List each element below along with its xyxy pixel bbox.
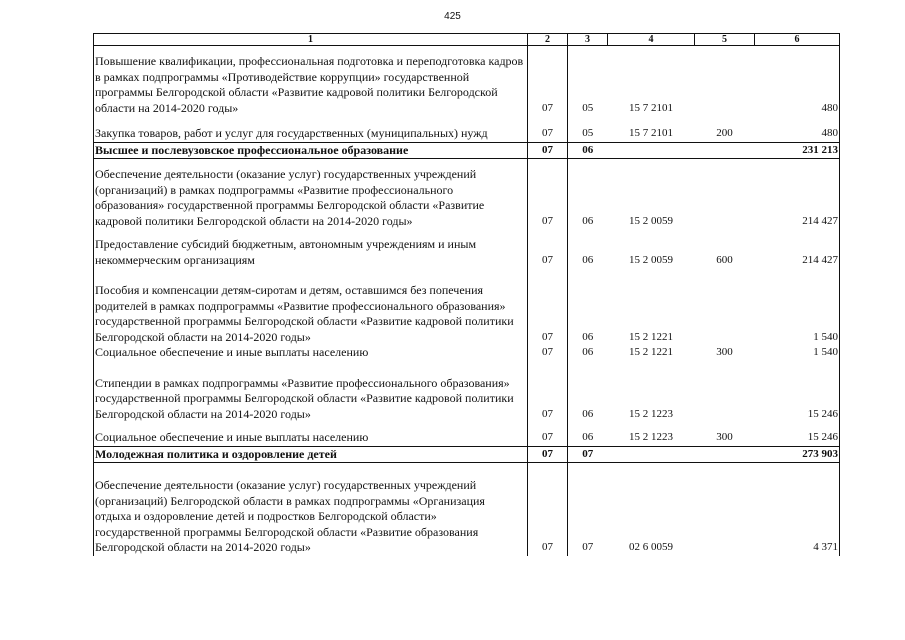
row-sum: 480 bbox=[755, 126, 840, 142]
row-name: Предоставление субсидий бюджетным, автономным учреждениям и иным некоммерческим организациям bbox=[94, 237, 528, 268]
row-sum: 15 246 bbox=[755, 430, 840, 446]
row-article-code: 02 6 0059 bbox=[629, 541, 673, 553]
header-col-5: 5 bbox=[695, 34, 755, 46]
row-article-code bbox=[608, 142, 695, 159]
row-spacer bbox=[94, 268, 840, 283]
row-spacer bbox=[94, 463, 840, 479]
table-row bbox=[94, 237, 840, 268]
row-name: Обеспечение деятельности (оказание услуг) государственных учреждений (организаций) в рамках подпрограммы «Развитие профессионального образования» государственной программы Белгородской области «Развитие кадровой политики Белгородской области на 2014-2020 годы» bbox=[94, 167, 528, 229]
row-article-code: 15 2 1223 bbox=[629, 407, 673, 420]
row-article-code: 15 7 2101 bbox=[629, 101, 673, 114]
header-col-1: 1 bbox=[94, 34, 528, 46]
row-subsection-code: 06 bbox=[568, 237, 608, 268]
row-subsection-code: 05 bbox=[568, 126, 608, 142]
row-spacer bbox=[94, 159, 840, 168]
row-name: Молодежная политика и оздоровление детей bbox=[94, 446, 528, 463]
row-article-code bbox=[608, 446, 695, 463]
row-sum: 4 371 bbox=[755, 478, 840, 556]
row-subsection-code: 06 bbox=[568, 376, 608, 423]
row-sum: 273 903 bbox=[755, 446, 840, 463]
row-section-code: 07 bbox=[528, 237, 568, 268]
header-col-6: 6 bbox=[755, 34, 840, 46]
row-expense-type bbox=[695, 142, 755, 159]
row-expense-type bbox=[695, 283, 755, 345]
row-expense-type bbox=[695, 446, 755, 463]
row-section-code: 07 bbox=[528, 142, 568, 159]
row-subsection-code: 06 bbox=[568, 345, 608, 361]
row-expense-type: 300 bbox=[716, 346, 733, 358]
header-col-2: 2 bbox=[528, 34, 568, 46]
row-article-code: 15 2 0059 bbox=[629, 253, 673, 266]
row-expense-type bbox=[695, 54, 755, 116]
table-row bbox=[94, 54, 840, 116]
table-row bbox=[94, 430, 840, 446]
row-name: Социальное обеспечение и иные выплаты населению bbox=[94, 430, 528, 446]
row-spacer bbox=[94, 361, 840, 376]
row-expense-type bbox=[695, 478, 755, 556]
row-article-code: 15 2 1223 bbox=[629, 431, 673, 443]
table-body bbox=[94, 46, 840, 556]
row-subsection-code: 06 bbox=[568, 167, 608, 229]
table-row bbox=[94, 167, 840, 229]
row-article-code: 15 2 1221 bbox=[629, 330, 673, 343]
row-section-code: 07 bbox=[528, 167, 568, 229]
row-subsection-code: 07 bbox=[568, 478, 608, 556]
row-subsection-code: 06 bbox=[568, 283, 608, 345]
row-subsection-code: 07 bbox=[568, 446, 608, 463]
row-name: Обеспечение деятельности (оказание услуг) государственных учреждений (организаций) Белгородской области в рамках подпрограммы «Организация отдыха и оздоровление детей и подростков Белгородской области» государственной программы Белгородской области «Развитие образования Белгородской области на 2014-2020 годы» bbox=[94, 478, 528, 556]
row-subsection-code: 06 bbox=[568, 142, 608, 159]
row-section-code: 07 bbox=[528, 126, 568, 142]
header-row bbox=[94, 34, 840, 46]
header-col-3: 3 bbox=[568, 34, 608, 46]
row-subsection-code: 05 bbox=[568, 54, 608, 116]
row-expense-type: 600 bbox=[716, 253, 733, 266]
row-section-code: 07 bbox=[528, 430, 568, 446]
row-spacer bbox=[94, 116, 840, 126]
row-name: Пособия и компенсации детям-сиротам и детям, оставшимся без попечения родителей в рамках подпрограммы «Развитие профессионального образования» государственной программы Белгородской области «Развитие кадровой политики Белгородской области на 2014-2020 годы» bbox=[94, 283, 528, 345]
row-spacer bbox=[94, 229, 840, 237]
row-name: Высшее и послевузовское профессиональное образование bbox=[94, 142, 528, 159]
row-section-code: 07 bbox=[528, 376, 568, 423]
row-section-code: 07 bbox=[528, 283, 568, 345]
table-row bbox=[94, 283, 840, 345]
section-row bbox=[94, 142, 840, 159]
page-number: 425 bbox=[444, 11, 461, 22]
row-sum: 480 bbox=[755, 54, 840, 116]
table-row bbox=[94, 345, 840, 361]
row-article-code: 15 2 0059 bbox=[629, 214, 673, 227]
row-expense-type bbox=[695, 376, 755, 423]
row-section-code: 07 bbox=[528, 54, 568, 116]
section-row bbox=[94, 446, 840, 463]
row-spacer bbox=[94, 422, 840, 430]
row-name: Социальное обеспечение и иные выплаты населению bbox=[94, 345, 528, 361]
row-sum: 214 427 bbox=[755, 167, 840, 229]
header-col-4: 4 bbox=[608, 34, 695, 46]
row-spacer bbox=[94, 46, 840, 55]
budget-table bbox=[93, 33, 840, 556]
row-expense-type: 300 bbox=[716, 431, 733, 443]
row-name: Закупка товаров, работ и услуг для государственных (муниципальных) нужд bbox=[94, 126, 528, 142]
row-section-code: 07 bbox=[528, 478, 568, 556]
table-row bbox=[94, 376, 840, 423]
row-section-code: 07 bbox=[528, 345, 568, 361]
table-row bbox=[94, 478, 840, 556]
row-sum: 214 427 bbox=[755, 237, 840, 268]
row-sum: 1 540 bbox=[755, 283, 840, 345]
row-sum: 231 213 bbox=[755, 142, 840, 159]
row-sum: 1 540 bbox=[755, 345, 840, 361]
row-expense-type: 200 bbox=[716, 127, 733, 139]
row-name: Повышение квалификации, профессиональная подготовка и переподготовка кадров в рамках подпрограммы «Противодействие коррупции» государственной программы Белгородской области «Развитие кадровой политики Белгородской области на 2014-2020 годы» bbox=[94, 54, 528, 116]
row-subsection-code: 06 bbox=[568, 430, 608, 446]
row-name: Стипендии в рамках подпрограммы «Развитие профессионального образования» государственной программы Белгородской области «Развитие кадровой политики Белгородской области на 2014-2020 годы» bbox=[94, 376, 528, 423]
row-sum: 15 246 bbox=[755, 376, 840, 423]
row-section-code: 07 bbox=[528, 446, 568, 463]
row-expense-type bbox=[695, 167, 755, 229]
row-article-code: 15 2 1221 bbox=[629, 346, 673, 358]
table-row bbox=[94, 126, 840, 142]
row-article-code: 15 7 2101 bbox=[629, 127, 673, 139]
